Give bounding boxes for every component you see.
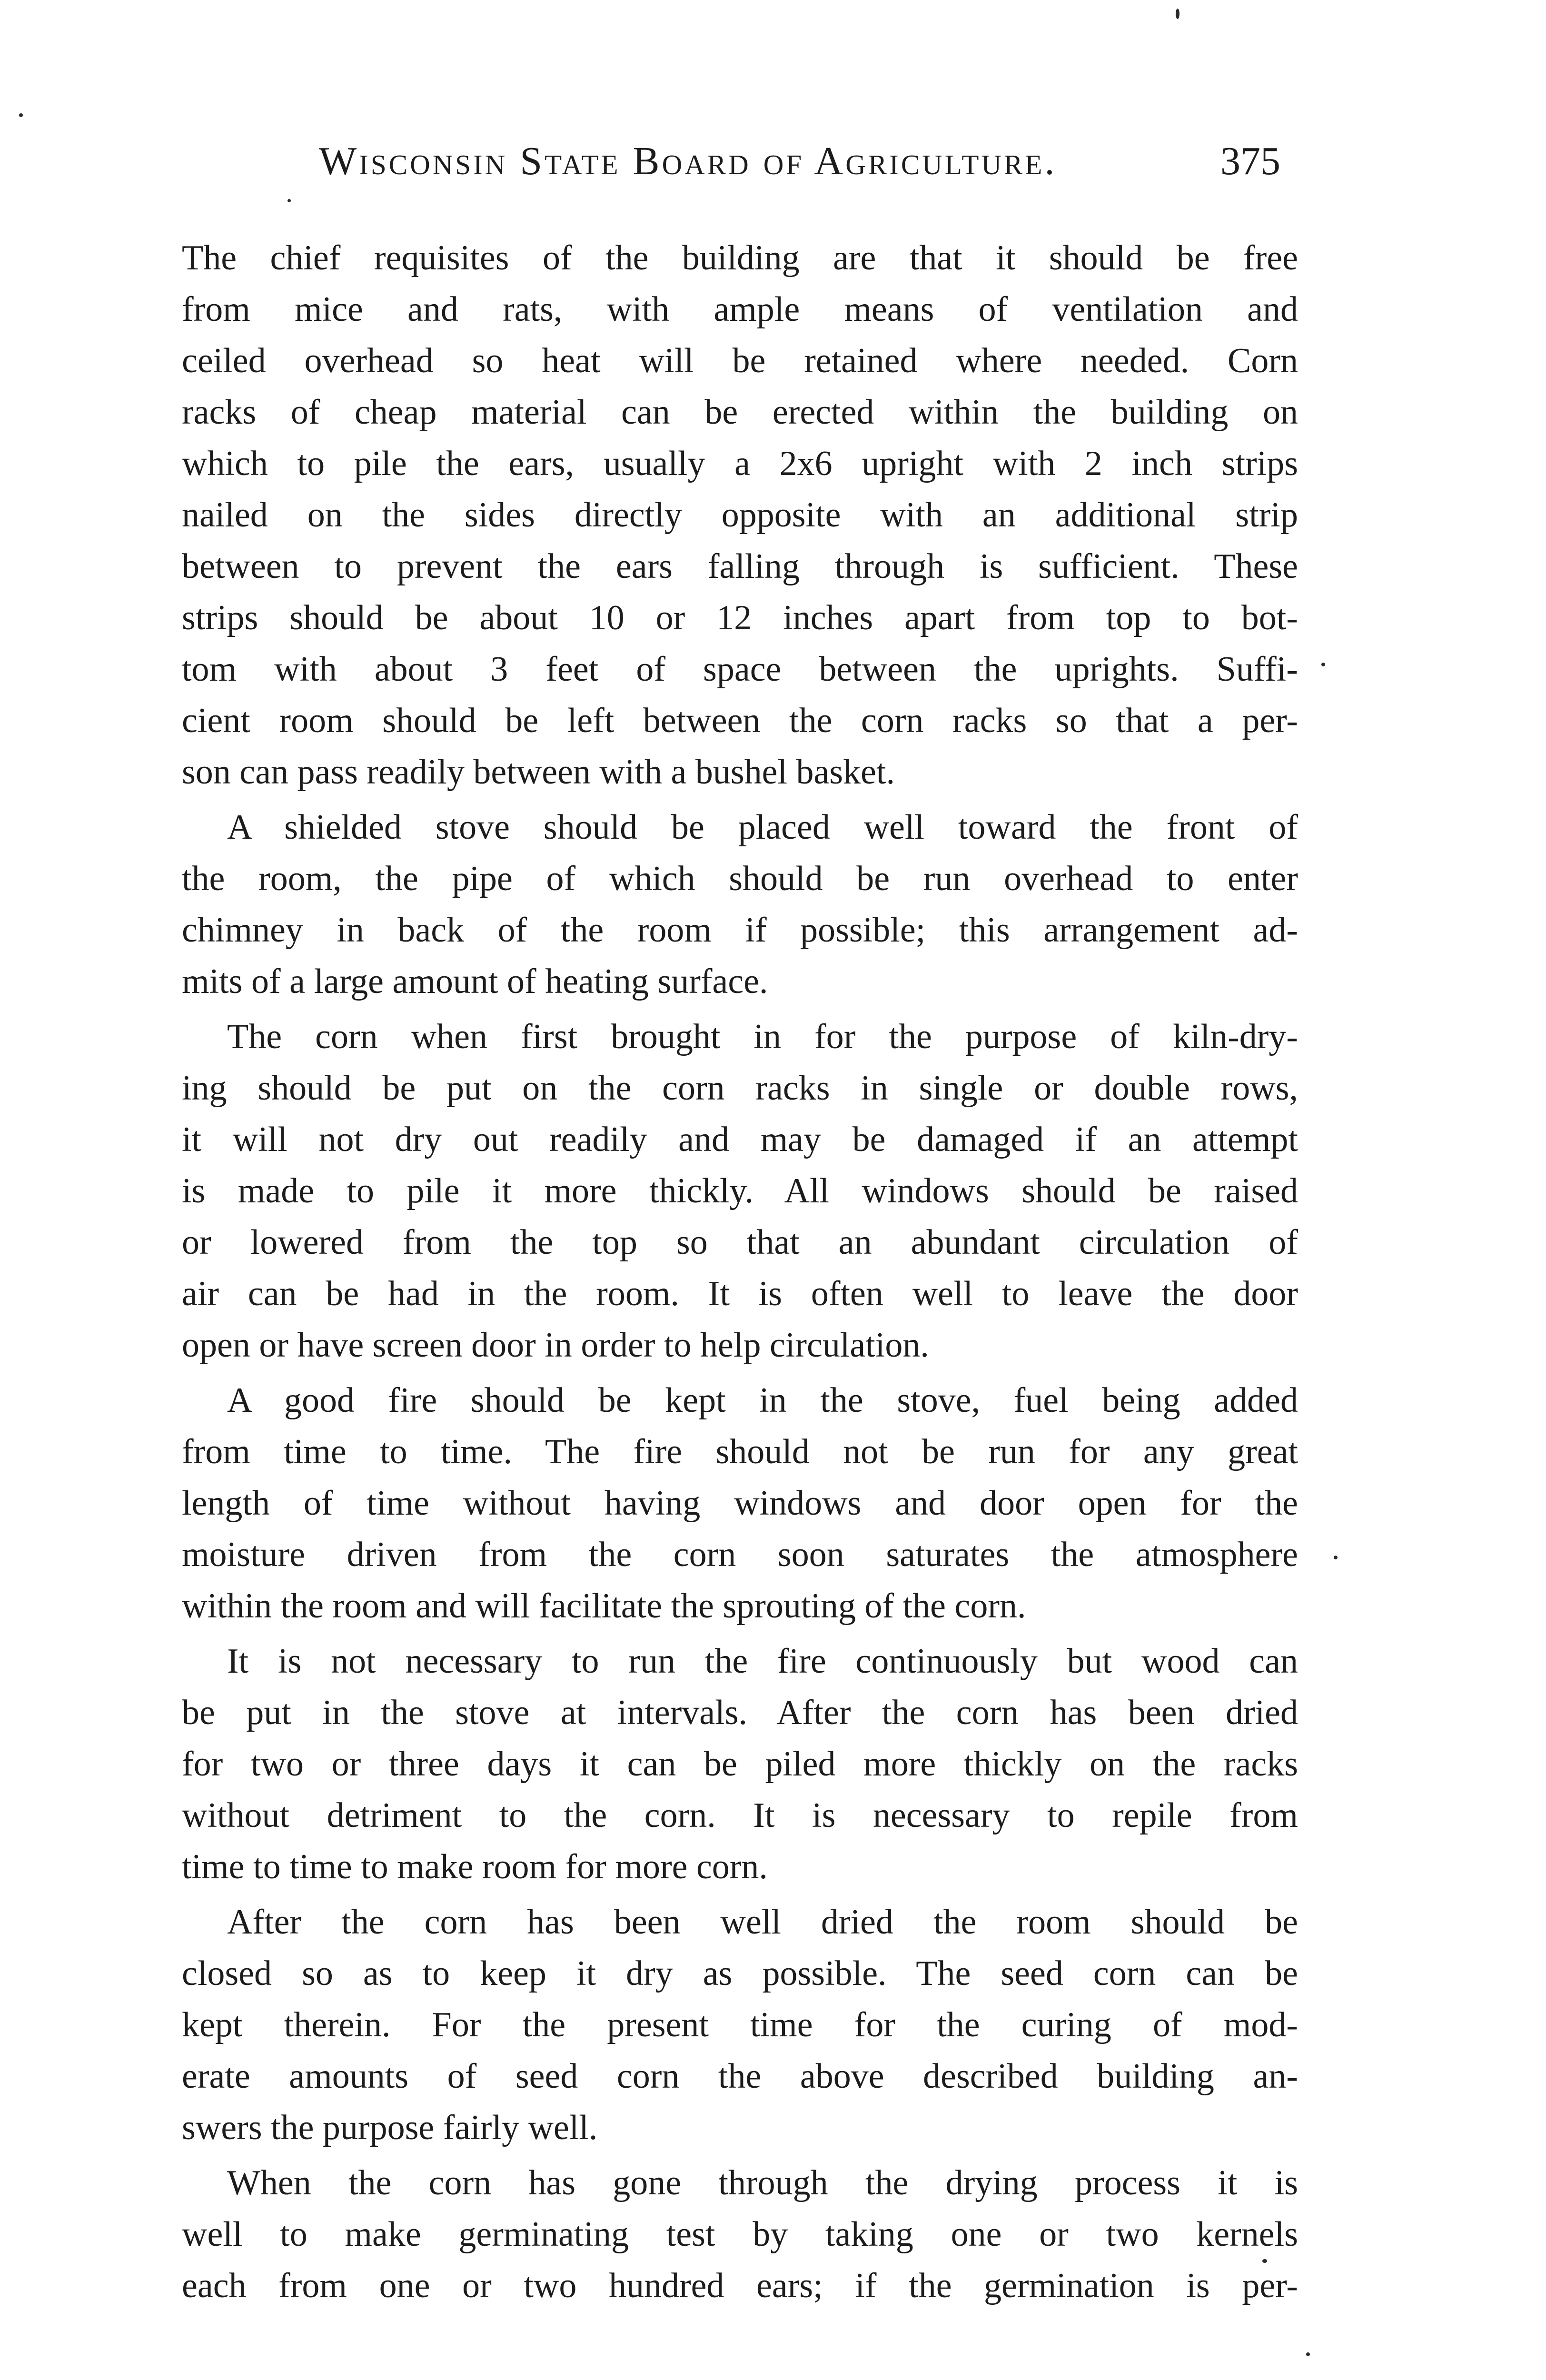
text-line: or lowered from the top so that an abundant circulation of bbox=[182, 1223, 1298, 1262]
scan-speck bbox=[1321, 663, 1325, 666]
scan-speck bbox=[287, 199, 291, 202]
text-line: closed so as to keep it dry as possible. The seed corn can be bbox=[182, 1954, 1298, 1993]
paragraph-7 bbox=[182, 2157, 1298, 2311]
text-line: length of time without having windows and door open for the bbox=[182, 1484, 1298, 1523]
text-line: kept therein. For the present time for the curing of mod- bbox=[182, 2005, 1298, 2044]
text-line: time to time to make room for more corn. bbox=[182, 1847, 768, 1886]
text-line: open or have screen door in order to help circulation. bbox=[182, 1326, 929, 1365]
text-line: air can be had in the room. It is often well to leave the door bbox=[182, 1274, 1298, 1313]
text-line: nailed on the sides directly opposite with an additional strip bbox=[182, 496, 1298, 535]
text-line: each from one or two hundred ears; if the germination is per- bbox=[182, 2266, 1298, 2305]
page-header bbox=[319, 138, 1299, 195]
text-line: for two or three days it can be piled more thickly on the racks bbox=[182, 1745, 1298, 1784]
text-line: The chief requisites of the building are that it should be free bbox=[182, 238, 1298, 278]
text-line: swers the purpose fairly well. bbox=[182, 2108, 598, 2147]
text-line: ing should be put on the corn racks in single or double rows, bbox=[182, 1069, 1298, 1108]
text-line: It is not necessary to run the fire continuously but wood can bbox=[227, 1642, 1298, 1681]
page-number: 375 bbox=[1220, 139, 1280, 183]
text-line: from time to time. The fire should not be run for any great bbox=[182, 1432, 1298, 1471]
text-line: between to prevent the ears falling through is sufficient. These bbox=[182, 547, 1298, 586]
text-line: A shielded stove should be placed well toward the front of bbox=[227, 808, 1298, 847]
scan-speck bbox=[19, 113, 23, 117]
text-line: moisture driven from the corn soon saturates the atmosphere bbox=[182, 1535, 1298, 1574]
text-line: strips should be about 10 or 12 inches apart from top to bot- bbox=[182, 598, 1298, 637]
text-line: tom with about 3 feet of space between the uprights. Suffi- bbox=[182, 650, 1298, 689]
text-line: within the room and will facilitate the sprouting of the corn. bbox=[182, 1587, 1026, 1626]
scan-speck bbox=[1306, 2352, 1310, 2356]
text-line: son can pass readily between with a bushel basket. bbox=[182, 753, 895, 792]
paragraph-3 bbox=[182, 1011, 1298, 1371]
text-line: cient room should be left between the corn racks so that a per- bbox=[182, 701, 1298, 740]
text-line: racks of cheap material can be erected within the building on bbox=[182, 393, 1298, 432]
paragraph-5 bbox=[182, 1636, 1298, 1893]
text-line: The corn when first brought in for the purpose of kiln-dry- bbox=[227, 1017, 1298, 1056]
paragraph-2 bbox=[182, 802, 1298, 1007]
text-line: is made to pile it more thickly. All windows should be raised bbox=[182, 1171, 1298, 1210]
running-head: Wisconsin State Board of Agriculture. bbox=[319, 139, 1057, 183]
body-text bbox=[182, 232, 1298, 2311]
text-line: well to make germinating test by taking one or two kernels bbox=[182, 2215, 1298, 2254]
scan-speck bbox=[1262, 2259, 1267, 2263]
text-line: the room, the pipe of which should be run overhead to enter bbox=[182, 859, 1298, 898]
paragraph-1 bbox=[182, 232, 1298, 798]
paragraph-6 bbox=[182, 1896, 1298, 2153]
scan-speck bbox=[1334, 1556, 1338, 1559]
text-line: it will not dry out readily and may be damaged if an attempt bbox=[182, 1120, 1298, 1159]
text-line: ceiled overhead so heat will be retained where needed. Corn bbox=[182, 341, 1298, 380]
text-line: chimney in back of the room if possible; this arrangement ad- bbox=[182, 911, 1298, 950]
text-line: which to pile the ears, usually a 2x6 upright with 2 inch strips bbox=[182, 444, 1298, 483]
text-line: A good fire should be kept in the stove, fuel being added bbox=[227, 1381, 1298, 1420]
text-line: mits of a large amount of heating surface. bbox=[182, 962, 768, 1001]
text-line: erate amounts of seed corn the above described building an- bbox=[182, 2057, 1298, 2096]
text-line: When the corn has gone through the drying process it is bbox=[227, 2163, 1298, 2202]
text-line: be put in the stove at intervals. After the corn has been dried bbox=[182, 1693, 1298, 1732]
text-line: without detriment to the corn. It is necessary to repile from bbox=[182, 1796, 1298, 1835]
paragraph-4 bbox=[182, 1375, 1298, 1632]
scan-speck bbox=[1176, 9, 1179, 19]
text-line: from mice and rats, with ample means of ventilation and bbox=[182, 290, 1298, 329]
text-line: After the corn has been well dried the room should be bbox=[227, 1903, 1298, 1942]
